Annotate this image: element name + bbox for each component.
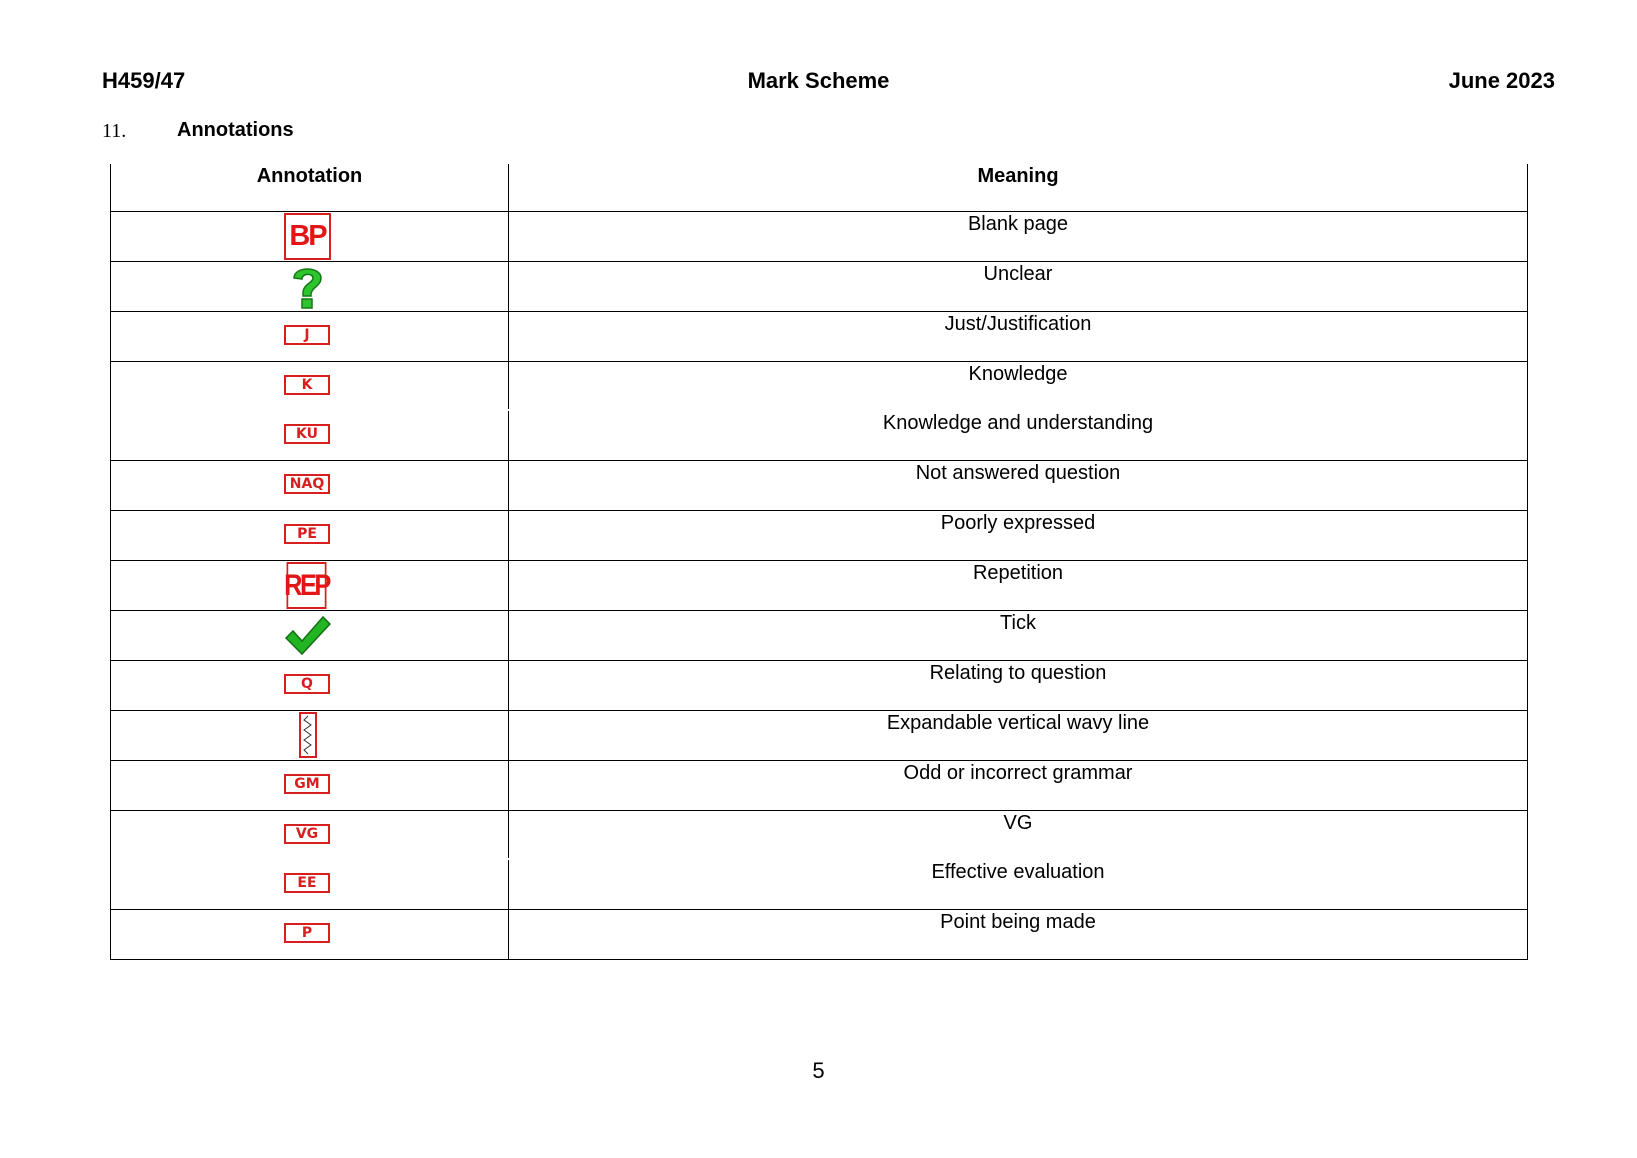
table-row — [110, 811, 1528, 910]
meaning-text: Expandable vertical wavy line — [886, 712, 1150, 734]
meaning-text: Relating to question — [929, 662, 1107, 684]
meaning-text: Effective evaluation — [931, 861, 1105, 883]
j-icon: J — [284, 325, 330, 345]
table-row — [110, 511, 1528, 561]
meaning-text: Knowledge — [968, 363, 1068, 385]
wavy-line-icon — [299, 712, 317, 758]
naq-icon: NAQ — [284, 474, 330, 494]
table-row — [110, 312, 1528, 362]
table-row — [110, 362, 1528, 461]
table-header-row — [110, 164, 1528, 212]
meaning-text: Odd or incorrect grammar — [903, 762, 1133, 784]
meaning-text: Poorly expressed — [940, 512, 1096, 534]
table-row — [110, 561, 1528, 611]
bp-icon: BP — [284, 213, 331, 260]
table-row — [110, 611, 1528, 661]
k-icon: K — [284, 375, 330, 395]
section-number: 11. — [102, 120, 127, 142]
table-row — [110, 212, 1528, 262]
table-row — [110, 711, 1528, 761]
ku-icon: KU — [284, 424, 330, 444]
section-title: Annotations — [177, 119, 294, 141]
gm-icon: GM — [284, 774, 330, 794]
meaning-text: Blank page — [967, 213, 1069, 235]
meaning-text: VG — [1003, 812, 1033, 834]
document-code: H459/47 — [102, 68, 186, 93]
meaning-text: Just/Justification — [944, 313, 1092, 335]
meaning-text: Knowledge and understanding — [882, 412, 1154, 434]
vg-icon: VG — [284, 824, 330, 844]
meaning-text: Tick — [1000, 612, 1036, 634]
page-number: 5 — [812, 1058, 825, 1083]
meaning-column-header: Meaning — [977, 165, 1059, 187]
question-mark-icon — [284, 263, 331, 310]
q-icon: Q — [284, 674, 330, 694]
p-icon: P — [284, 923, 330, 943]
annotation-column-header: Annotation — [256, 165, 363, 187]
annotations-table — [110, 164, 1528, 960]
table-row — [110, 461, 1528, 511]
rep-icon: REP — [287, 562, 327, 609]
meaning-text: Unclear — [983, 263, 1053, 285]
table-row — [110, 761, 1528, 811]
table-row — [110, 661, 1528, 711]
ee-icon: EE — [284, 873, 330, 893]
meaning-text: Point being made — [940, 911, 1096, 933]
meaning-text: Not answered question — [915, 462, 1121, 484]
document-title: Mark Scheme — [747, 68, 890, 93]
table-row — [110, 910, 1528, 960]
pe-icon: PE — [284, 524, 330, 544]
document-date: June 2023 — [1448, 68, 1555, 93]
meaning-text: Repetition — [972, 562, 1064, 584]
tick-icon — [284, 612, 331, 659]
table-row — [110, 262, 1528, 312]
